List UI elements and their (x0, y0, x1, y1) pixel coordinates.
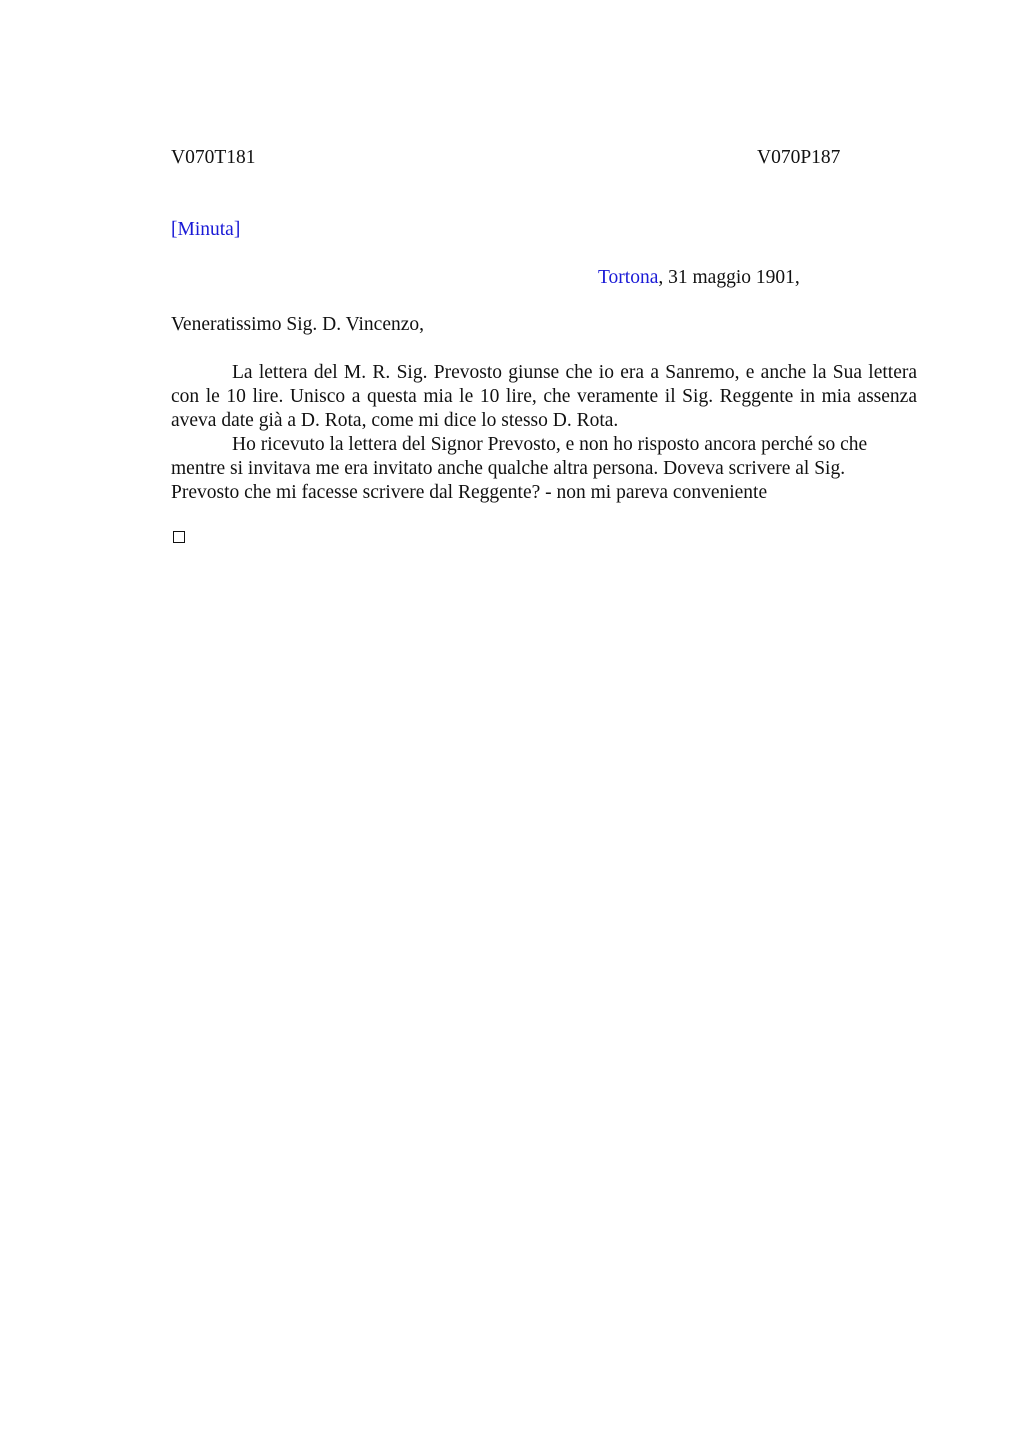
dateline-place: Tortona (598, 267, 659, 288)
paragraph: La lettera del M. R. Sig. Prevosto giunse che io era a Sanremo, e anche la Sua lettera con le 10 lire. Unisco a questa mia le 10 lire, che veramente il Sig. Reggente in mia assenza aveva date già a D. Rota, come mi dice lo stesso D. Rota. (171, 362, 917, 431)
document-code-left: V070T181 (171, 147, 256, 168)
square-box-icon (173, 531, 185, 543)
salutation: Veneratissimo Sig. D. Vincenzo, (171, 314, 425, 335)
letter-body (171, 361, 917, 505)
dateline (598, 266, 800, 290)
draft-note: [Minuta] (171, 219, 241, 240)
dateline-date: , 31 maggio 1901, (658, 267, 800, 288)
paragraph: Ho ricevuto la lettera del Signor Prevosto, e non ho risposto ancora perché so che mentre si invitava me era invitato anche qualche altra persona. Doveva scrivere al Sig. Prevosto che mi facesse scrivere dal Reggente? - non mi pareva conveniente (171, 434, 868, 503)
document-code-right: V070P187 (757, 147, 841, 168)
